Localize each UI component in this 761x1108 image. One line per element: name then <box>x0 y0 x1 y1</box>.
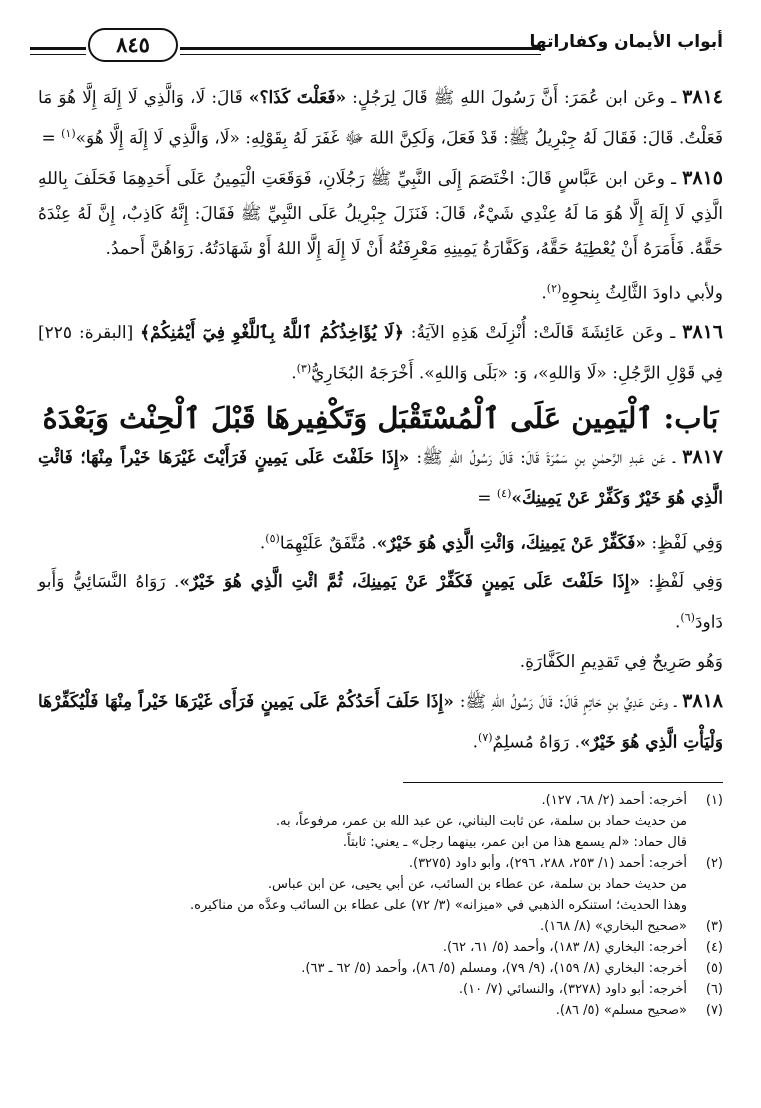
hadith-text: ـ وعَن ابن عَبَّاسٍ قَالَ: اخْتَصَمَ إِلَى النَّبِيِّ ﷺ رَجُلَانِ، فَوَقَعَتِ الْيَمِينُ عَلَى أَحَدِهِمَا فَحَلَفَ بِاللهِ الَّذِي لَا إِلَهَ إِلَّا هُوَ مَا لَهُ عِنْدِي شَيْءٌ، قَالَ: فَنَزَلَ جِبْرِيلُ عَلَى النَّبِيِّ ﷺ فَقَالَ: إِنَّهُ كَاذِبٌ، إِنَّ لَهُ عِنْدَهُ حَقَّهُ. فَأَمَرَهُ أَنْ يُعْطِيَهُ حَقَّهُ، وَكَفَّارَةُ يَمِينِهِ مَعْرِفَتُهُ أَنْ لَا إِلَهَ إِلَّا اللهُ أَوْ شَهَادَتُهُ. رَوَاهُنَّ أَحمدُ. <box>38 168 723 259</box>
chapter-heading: بَاب: ٱلْيَمِين عَلَى ٱلْمُسْتَقْبَل وَتَكْفِيرهَا قَبْلَ ٱلْحِنْث وَبَعْدَهُ <box>42 400 719 435</box>
main-text <box>38 80 723 765</box>
hadith-text: قَالَ: لَا، وَالَّذِي لَا إِلَهَ إِلَّا هُوَ مَا فَعَلْتُ. قَالَ: فَقَالَ لَهُ جِبْرِيلُ ﷺ: قَدْ فَعَلَ، وَلَكِنَّ اللهَ ﷻ غَفَرَ لَهُ بِقَوْلِهِ: «لَا، وَالَّذِي لَا إِلَهَ إِلَّا هُوَ» <box>38 88 723 149</box>
footnote-row <box>38 979 723 1000</box>
footnote-row <box>38 853 723 874</box>
punctuation: . <box>472 732 479 753</box>
continuation-mark: = <box>41 128 62 149</box>
hadith-quote: «إِذَا حَلَفْتَ عَلَى يَمِينٍ فَكَفِّرْ عَنْ يَمِينِكَ، ثُمَّ ائْتِ الَّذِي هُوَ خَيْرٌ» <box>179 572 641 593</box>
hadith-text: . رَوَاهُ النَّسَائِيُّ وَأَبو دَاودَ <box>38 572 723 633</box>
footnote-marker[interactable]: (٧) <box>478 730 493 744</box>
footnote-number: (٥) <box>705 961 723 976</box>
hadith-quote: «إِذَا حَلَفَ أَحَدُكُمْ عَلَى يَمِينٍ فَرَأَى غَيْرَهَا خَيْراً مِنْهَا فَلْيُكَفِّرْهَا وَلْيَأْتِ الَّذِي هُوَ خَيْرٌ» <box>38 691 723 753</box>
page-number: ٨٤٥ <box>88 28 178 62</box>
hadith-text: ـ وعَن ابن عُمَرَ: أَنَّ رَسُولَ اللهِ ﷺ قَالَ لِرَجُلٍ: <box>346 88 683 108</box>
hadith-3817-variant-2 <box>38 565 723 641</box>
footnote-text: من حديث حماد بن سلمة، عن عطاء بن السائب، عن أبي يحيى، عن ابن عباس. <box>267 877 687 892</box>
footnote-text: «صحيح البخاري» (٨/ ١٦٨). <box>540 919 687 934</box>
punctuation: . <box>675 612 681 633</box>
note-text: ولأبي داودَ الثَّالِثُ بِنحوِهِ <box>561 283 723 304</box>
hadith-number: ٣٨١٧ <box>682 445 723 468</box>
hadith-quote: «إِذَا حَلَفْتَ عَلَى يَمِينٍ فَرَأَيْتَ غَيْرَهَا خَيْراً مِنْهَا؛ فَائْتِ الَّذِي هُوَ خَيْرٌ وَكَفِّرْ عَنْ يَمِينِكَ» <box>38 447 723 509</box>
hadith-text: . مُتَّفَقٌ عَلَيْهِمَا <box>279 533 377 554</box>
hadith-3818 <box>38 684 723 761</box>
footnote-text: وهذا الحديث؛ استنكره الذهبي في «ميزانه» (٣/ ٧٢) على عطاء بن السائب وعدَّه من مناكيره. <box>190 898 687 913</box>
header-rule <box>180 47 541 55</box>
hadith-3817 <box>38 440 723 517</box>
page-header <box>30 26 723 66</box>
footnote-separator <box>403 782 723 783</box>
punctuation: . <box>291 363 297 384</box>
footnote-number: (٦) <box>705 982 723 997</box>
footnote-number: (٧) <box>705 1003 723 1018</box>
footnote-number: (٤) <box>705 940 723 955</box>
hadith-3817-variant-1 <box>38 521 723 562</box>
hadith-number: ٣٨١٤ <box>682 86 723 108</box>
footnote-marker[interactable]: (٢) <box>546 281 562 295</box>
footnotes <box>38 790 723 1021</box>
hadith-3815-note <box>38 271 723 312</box>
hadith-3816 <box>38 315 723 392</box>
footnote-marker[interactable]: (٤) <box>496 486 512 500</box>
footnote-row <box>38 832 723 853</box>
quran-ayah: ﴿لَا يُؤَاخِذُكُمُ ٱللَّهُ بِٱللَّغْوِ فِيٓ أَيْمَٰنِكُمْ﴾ <box>140 323 404 344</box>
footnote-text: قال حماد: «لم يسمع هذا من ابن عمر، بينهما رجل» ـ يعني: ثابتاً. <box>342 835 687 850</box>
continuation-mark: = <box>477 488 497 509</box>
footnote-text: أخرجه: البخاري (٨/ ١٥٩)، (٩/ ٧٩)، ومسلم (٥/ ٨٦)، وأحمد (٥/ ٦٢ ـ ٦٣). <box>301 961 687 976</box>
footnote-number: (٢) <box>705 856 723 871</box>
footnote-row <box>38 1000 723 1021</box>
hadith-text: ـ وعَن عَدِيِّ بنِ حَاتِمٍ قَالَ: قَالَ رَسُولُ اللهِ ﷺ: <box>453 691 683 712</box>
running-title: أبواب الأيمان وكفاراتها <box>529 32 723 52</box>
hadith-quote: «فَكَفِّرْ عَنْ يَمِينِكَ، وَائْتِ الَّذِي هُوَ خَيْرٌ» <box>376 533 647 554</box>
hadith-text: ـ عَن عَبدِ الرَّحمٰنِ بنِ سَمُرَةَ قَالَ: قَالَ رَسُولُ اللهِ ﷺ: <box>409 447 683 468</box>
hadith-text: . رَوَاهُ مُسلِمٌ <box>492 732 581 753</box>
footnote-row <box>38 811 723 832</box>
footnote-marker[interactable]: (٣) <box>296 362 312 376</box>
footnote-marker[interactable]: (١) <box>61 127 76 140</box>
footnote-text: أخرجه: أحمد (٢/ ٦٨، ١٢٧). <box>541 793 687 808</box>
punctuation: . <box>541 283 547 304</box>
footnote-row <box>38 916 723 937</box>
footnote-text: أخرجه: البخاري (٨/ ١٨٣)، وأحمد (٥/ ٦١، ٦٢). <box>442 940 687 955</box>
footnote-row <box>38 937 723 958</box>
hadith-3817-note <box>38 645 723 680</box>
hadith-number: ٣٨١٨ <box>682 689 723 712</box>
footnote-text: «صحيح مسلم» (٥/ ٨٦). <box>555 1003 687 1018</box>
footnote-row <box>38 874 723 895</box>
footnote-marker[interactable]: (٥) <box>265 531 280 545</box>
footnote-number: (٣) <box>705 919 723 934</box>
footnote-text: أخرجه: أحمد (١/ ٢٥٣، ٢٨٨، ٢٩٦)، وأبو داود (٣٢٧٥). <box>408 856 687 871</box>
variant-intro: وَفِي لَفْظٍ: <box>646 533 723 554</box>
punctuation: . <box>259 533 266 554</box>
hadith-3814 <box>38 80 723 157</box>
footnote-row <box>38 895 723 916</box>
ayah-reference: [البقرة: ٢٢٥] <box>38 323 141 344</box>
hadith-number: ٣٨١٥ <box>682 166 723 189</box>
hadith-text: ـ وعَن عَائِشَةَ قَالَتْ: أُنْزِلَتْ هَذِهِ الآيَةُ: <box>403 323 683 344</box>
header-rule-left <box>30 47 86 55</box>
hadith-quote: «فَعَلْتَ كَذَا؟» <box>248 88 347 108</box>
footnote-text: أخرجه: أبو داود (٣٢٧٨)، والنسائي (٧/ ١٠). <box>458 982 687 997</box>
footnote-text: من حديث حماد بن سلمة، عن ثابت البناني، عن عبد الله بن عمر، مرفوعاً، به. <box>275 814 687 829</box>
footnote-row <box>38 790 723 811</box>
footnote-row <box>38 958 723 979</box>
hadith-text: فِي قَوْلِ الرَّجُلِ: «لَا وَاللهِ»، وَ: «بَلَى وَاللهِ». أَخْرَجَهُ البُخَارِيُّ <box>311 363 723 384</box>
note-text: وَهُو صَرِيحٌ فِي تَقدِيمِ الكَفَّارَةِ. <box>519 651 723 672</box>
hadith-number: ٣٨١٦ <box>682 321 723 344</box>
variant-intro: وَفِي لَفْظٍ: <box>640 572 723 593</box>
footnote-number: (١) <box>705 793 723 808</box>
footnote-marker[interactable]: (٦) <box>680 611 695 625</box>
hadith-3815 <box>38 161 723 267</box>
